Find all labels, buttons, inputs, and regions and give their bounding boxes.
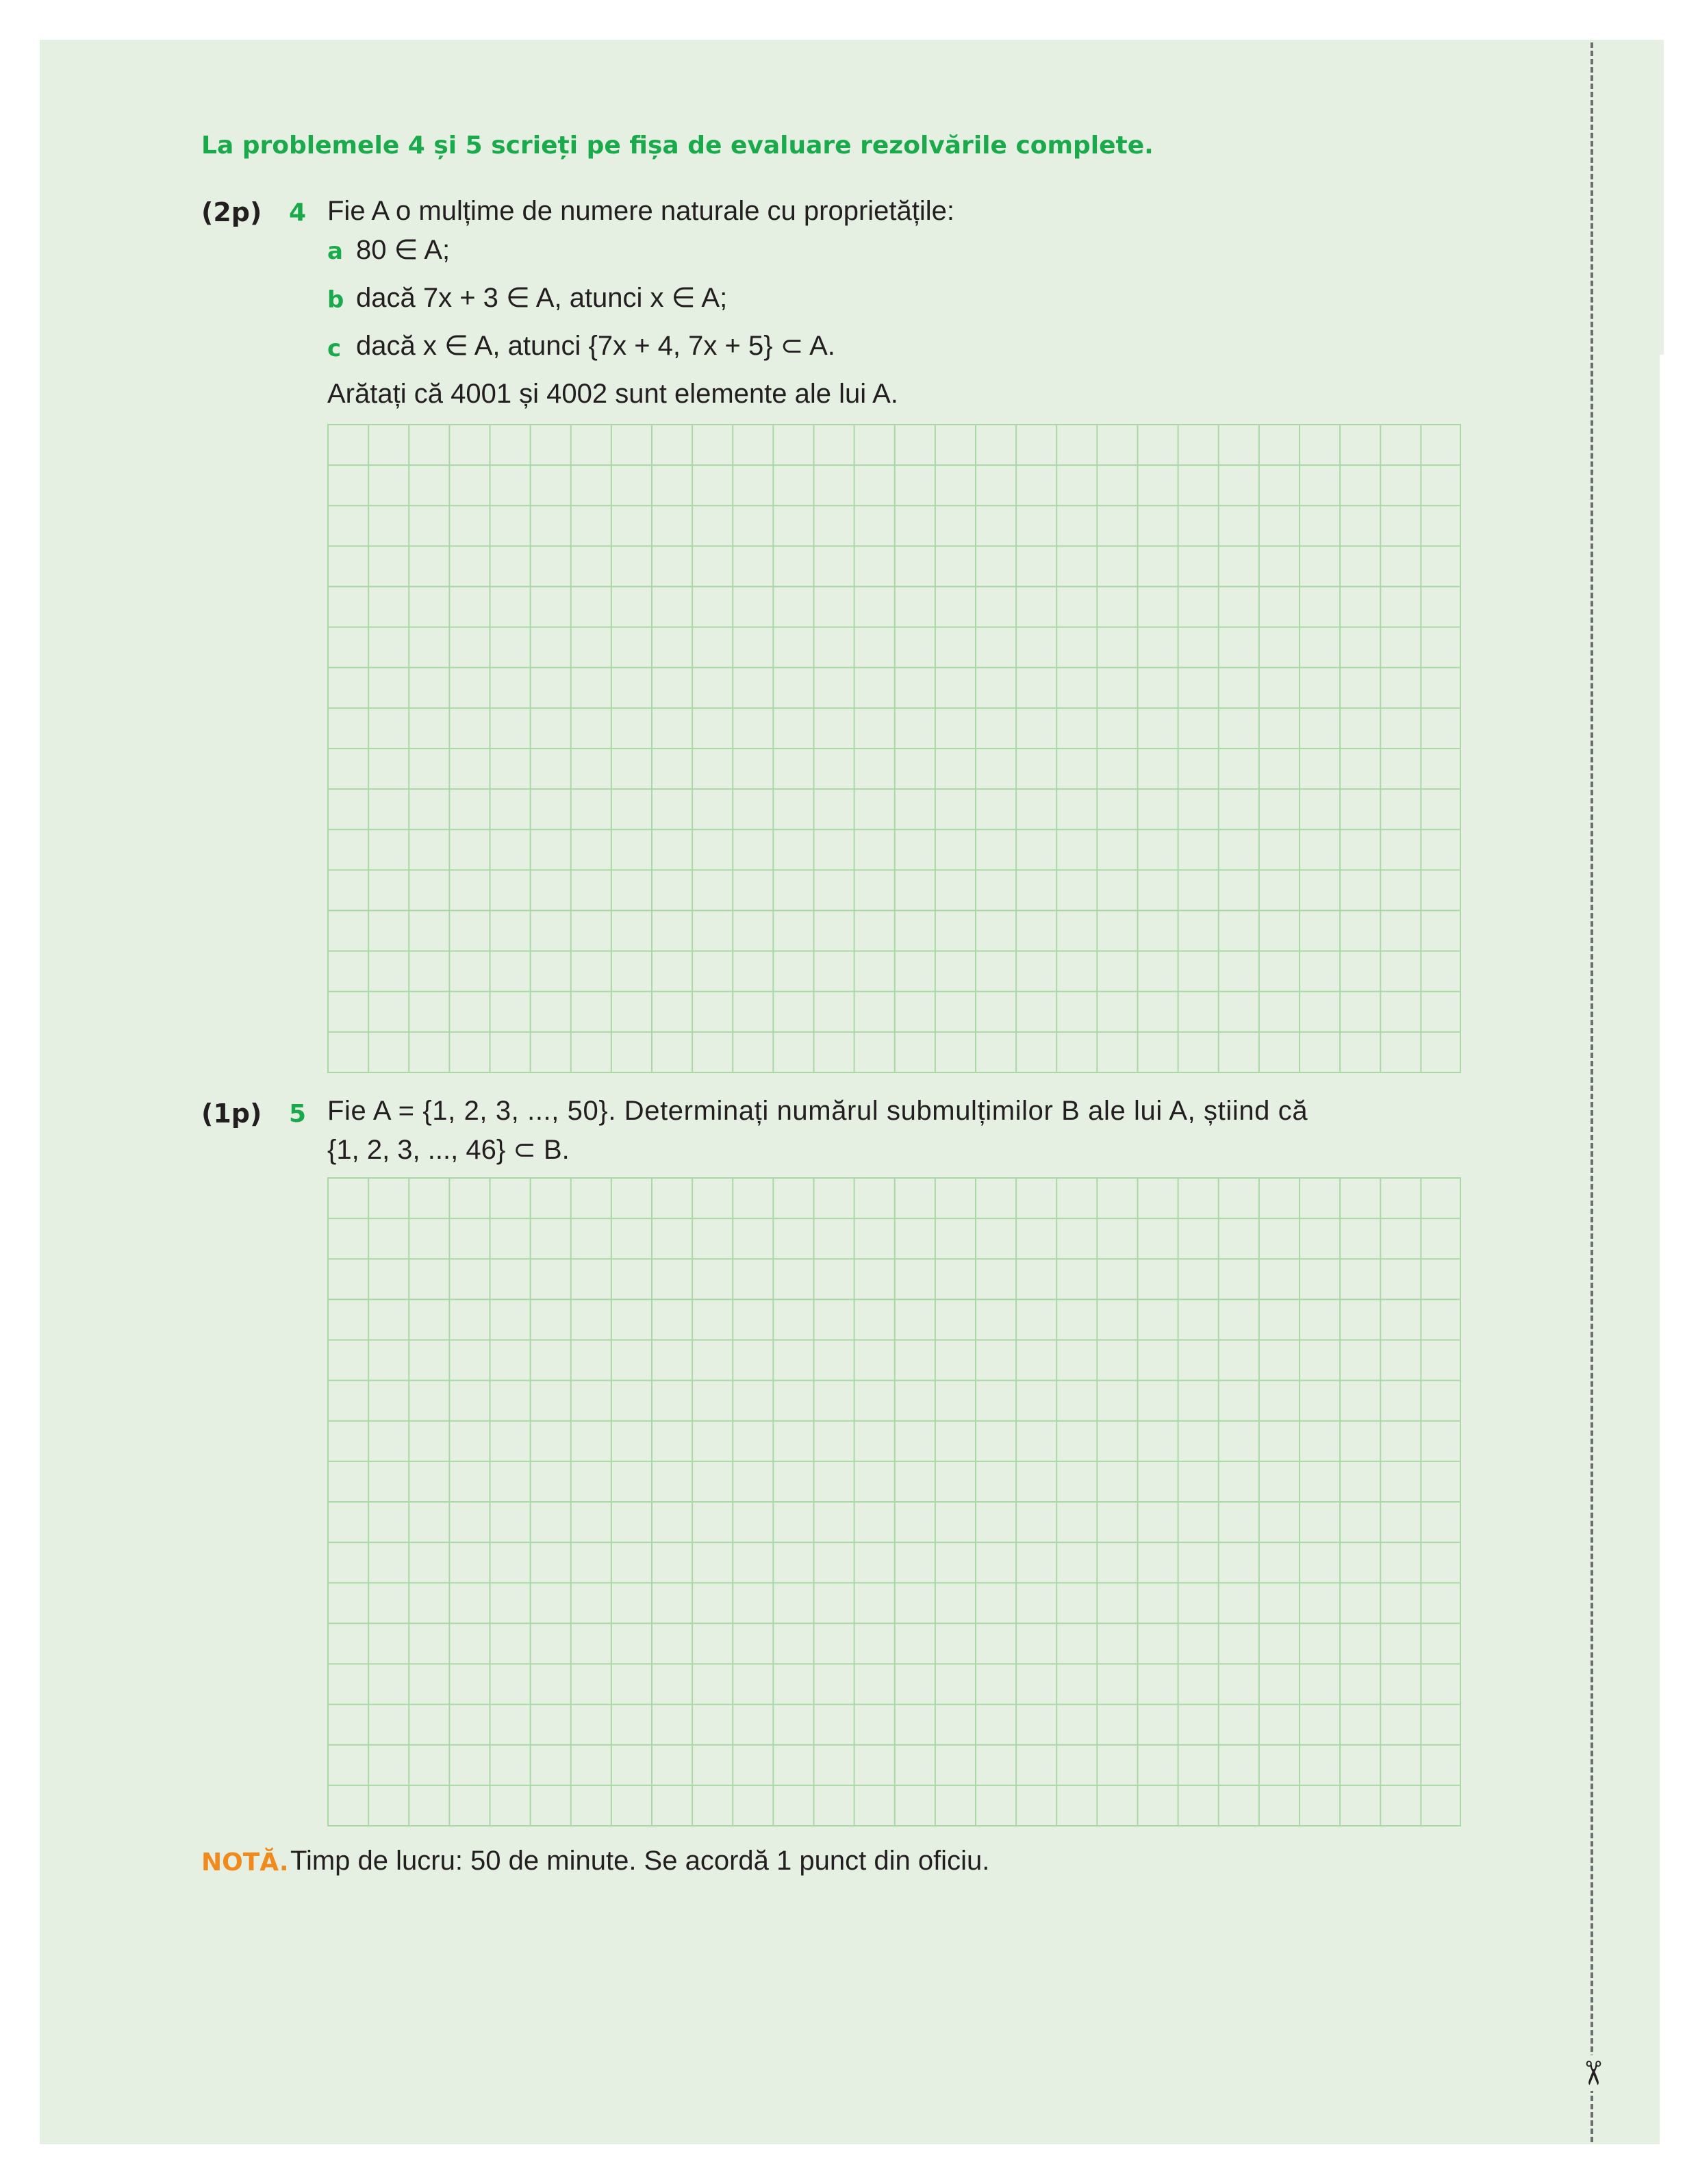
problem-4-number: 4 <box>289 199 307 227</box>
problem-5-points: (1p) <box>201 1099 262 1129</box>
problem-4-statement: Fie A o mulțime de numere naturale cu proprietățile: <box>327 196 955 226</box>
problem-5-statement-line-2: {1, 2, 3, ..., 46} ⊂ B. <box>327 1135 570 1165</box>
answer-grid-problem-4[interactable] <box>327 424 1461 1073</box>
problem-4-points: (2p) <box>201 197 262 227</box>
problem-4-item-b-text: dacă 7x + 3 ∈ A, atunci x ∈ A; <box>356 283 728 313</box>
problem-4-item-c-text: dacă x ∈ A, atunci {7x + 4, 7x + 5} ⊂ A. <box>356 331 835 361</box>
problem-5-number: 5 <box>289 1100 307 1128</box>
problem-4-item-a-text: 80 ∈ A; <box>356 235 451 265</box>
problem-4-item-c-label: c <box>327 335 342 362</box>
cut-line <box>1591 42 1593 2142</box>
problem-4-question: Arătați că 4001 și 4002 sunt elemente ale lui A. <box>327 379 898 409</box>
note-text: Timp de lucru: 50 de minute. Se acordă 1 punct din oficiu. <box>290 1846 990 1876</box>
problem-4-item-a-label: a <box>327 238 343 265</box>
worksheet-page <box>40 40 1660 2144</box>
note-label: NOTĂ. <box>201 1848 289 1877</box>
answer-grid-problem-5[interactable] <box>327 1177 1461 1827</box>
problem-5-statement-line-1: Fie A = {1, 2, 3, ..., 50}. Determinați numărul submulțimilor B ale lui A, știind că <box>327 1096 1308 1126</box>
problem-4-item-b-label: b <box>327 286 344 314</box>
scissors-icon: ✂ <box>1571 2055 1614 2091</box>
instructions-heading: La problemele 4 și 5 scrieți pe fișa de evaluare rezolvările complete. <box>201 131 1154 160</box>
page-edge <box>1660 40 1664 355</box>
